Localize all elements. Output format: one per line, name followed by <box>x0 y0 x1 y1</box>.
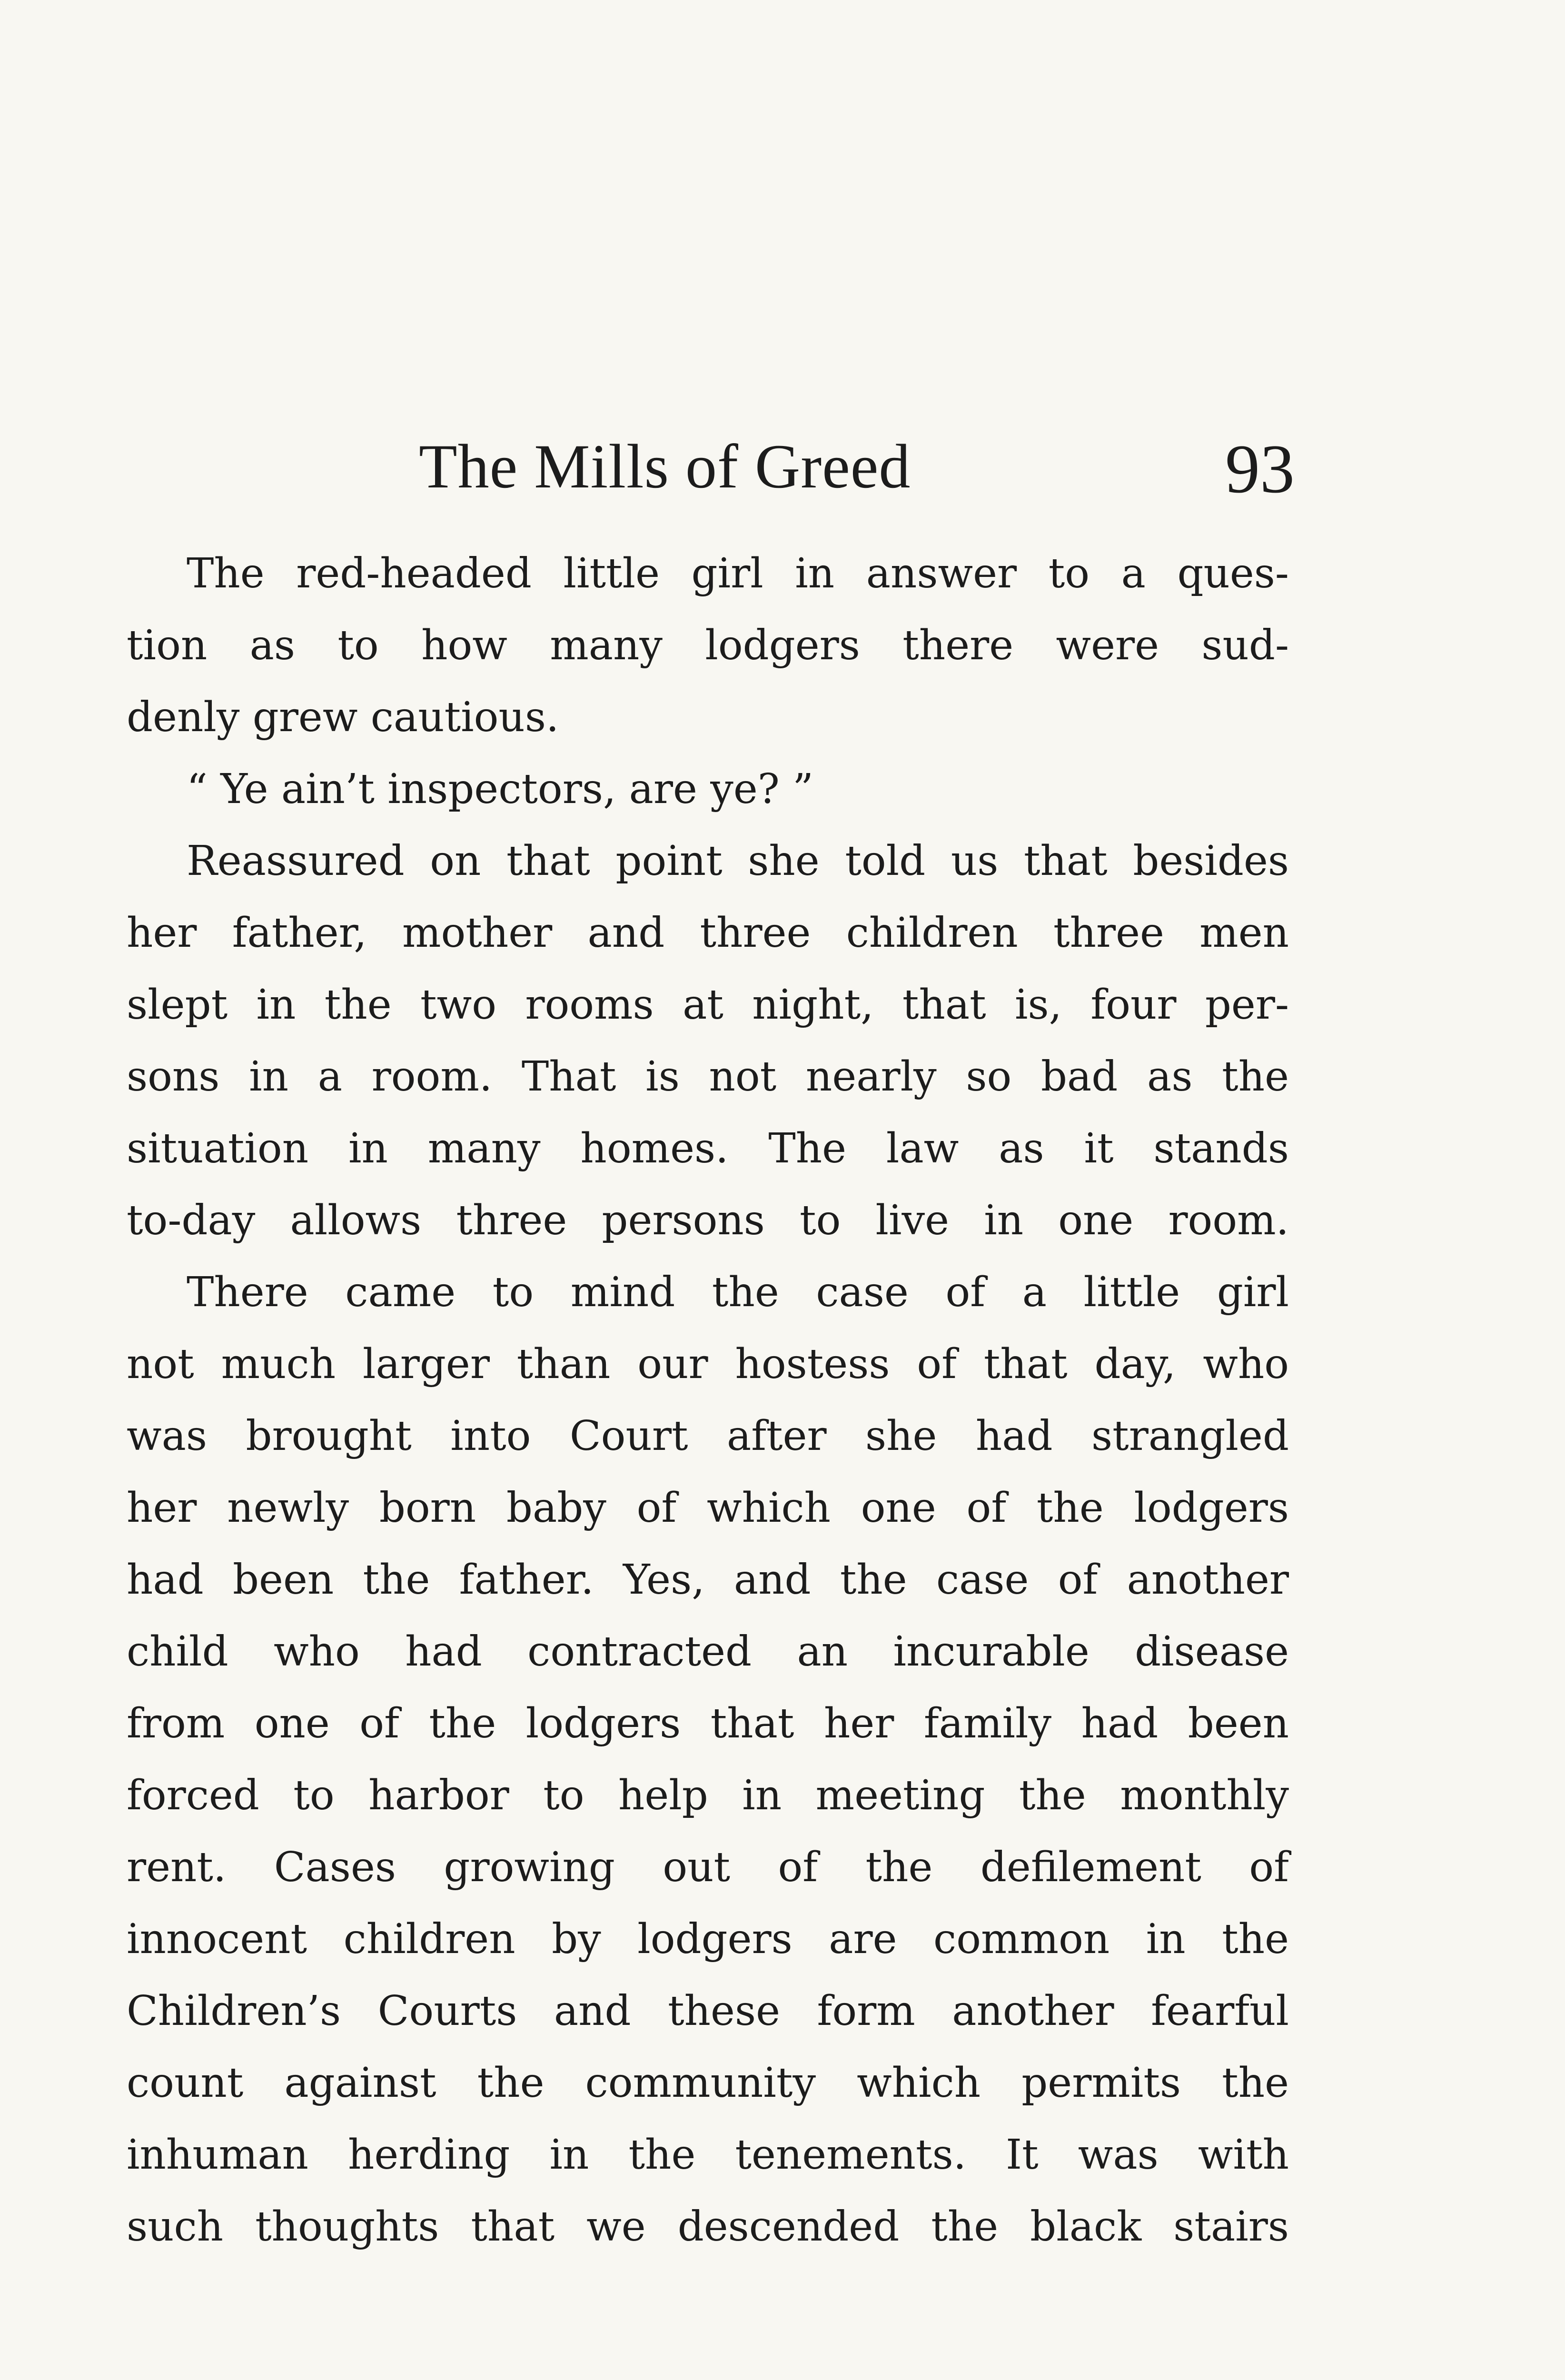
running-header <box>419 424 1295 509</box>
text-line: innocent children by lodgers are common in the <box>127 1915 1289 1963</box>
text-line: denly grew cautious. <box>127 694 559 741</box>
text-line: had been the father. Yes, and the case of another <box>127 1556 1289 1604</box>
page-number: 93 <box>1225 430 1295 507</box>
text-line: There came to mind the case of a little girl <box>187 1269 1289 1316</box>
text-line: not much larger than our hostess of that day, who <box>127 1340 1289 1388</box>
text-line: her father, mother and three children three men <box>127 909 1289 957</box>
text-line: child who had contracted an incurable disease <box>127 1628 1289 1676</box>
text-line: forced to harbor to help in meeting the monthly <box>127 1772 1289 1819</box>
text-line: was brought into Court after she had strangled <box>127 1412 1289 1460</box>
text-line: Children’s Courts and these form another fearful <box>127 1987 1289 2035</box>
text-line: tion as to how many lodgers there were sud- <box>127 622 1289 669</box>
running-title: The Mills of Greed <box>419 431 911 501</box>
text-line: slept in the two rooms at night, that is, four per- <box>127 981 1289 1029</box>
text-line: rent. Cases growing out of the defilement of <box>127 1844 1289 1891</box>
text-line: inhuman herding in the tenements. It was with <box>127 2131 1289 2179</box>
text-line: The red-headed little girl in answer to a ques- <box>187 550 1289 597</box>
text-line: her newly born baby of which one of the lodgers <box>127 1484 1289 1532</box>
text-line: situation in many homes. The law as it stands <box>127 1125 1289 1172</box>
text-line: Reassured on that point she told us that besides <box>187 837 1289 885</box>
text-line: “ Ye ain’t inspectors, are ye? ” <box>187 765 814 813</box>
text-line: such thoughts that we descended the black stairs <box>127 2203 1289 2251</box>
text-line: count against the community which permits the <box>127 2059 1289 2107</box>
text-line: to-day allows three persons to live in one room. <box>127 1197 1289 1244</box>
text-line: sons in a room. That is not nearly so bad as the <box>127 1053 1289 1101</box>
text-line: from one of the lodgers that her family had been <box>127 1700 1289 1747</box>
body-text <box>127 538 1289 2263</box>
